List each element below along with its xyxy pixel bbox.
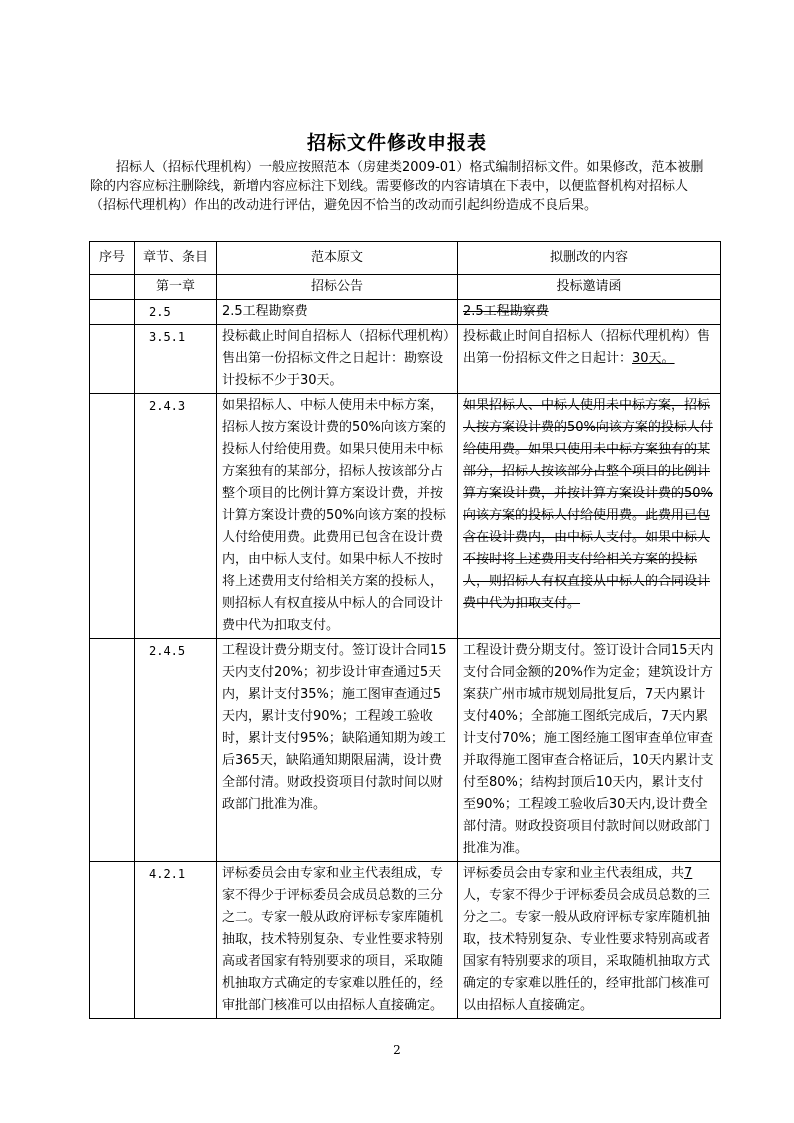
row-seq: [90, 325, 135, 394]
row-section: 第一章: [135, 275, 217, 300]
row-seq: [90, 300, 135, 325]
document-title: 招标文件修改申报表: [306, 132, 487, 154]
row-seq: [90, 862, 135, 1019]
row-revised: 2.5工程勘察费: [458, 300, 721, 325]
row-revised: [458, 862, 721, 1019]
table-row: [90, 300, 721, 325]
revised-inserted-text: 30天。: [632, 351, 675, 366]
table-row: [90, 862, 721, 1019]
revised-inserted-text: 7: [684, 866, 693, 881]
revised-text: 投标截止时间自招标人（招标代理机构）售出第一份招标文件之日起计：: [463, 329, 711, 366]
row-section: 2.5: [135, 300, 217, 325]
table-header-row: [90, 242, 721, 275]
row-revised: 工程设计费分期支付。签订设计合同15天内支付合同金额的20%作为定金；建筑设计方案获广州市城市规划局批复后，7天内累计支付40%；全部施工图纸完成后，7天内累计支付70%；施工图经施工图审查单位审查并取得施工图审查合格证后，10天内累计支付至80%；结构封顶后10天内，累计支付至90%；工程竣工验收后30天内,设计费全部付清。财政投资项目付款时间以财政部门批准为准。: [458, 639, 721, 862]
table-row: [90, 275, 721, 300]
header-seq: 序号: [90, 242, 135, 275]
revised-text: 评标委员会由专家和业主代表组成，共: [463, 866, 685, 881]
row-section: 2.4.3: [135, 394, 217, 639]
row-revised: 投标邀请函: [458, 275, 721, 300]
table-row: [90, 394, 721, 639]
revised-text: 人，专家不得少于评标委员会成员总数的三分之二。专家一般从政府评标专家库随机抽取，技术特别复杂、专业性要求特别高或者国家有特别要求的项目，采取随机抽取方式确定的专家难以胜任的，经审批部门核准可以由招标人直接确定。: [463, 888, 711, 1013]
intro-paragraph: 招标人（招标代理机构）一般应按照范本（房建类2009-01）格式编制招标文件。如果修改，范本被删除的内容应标注删除线，新增内容应标注下划线。需要修改的内容请填在下表中，以便监督机构对招标人（招标代理机构）作出的改动进行评估，避免因不恰当的改动而引起纠纷造成不良后果。: [90, 160, 704, 213]
header-section: 章节、条目: [135, 242, 217, 275]
row-original: 工程设计费分期支付。签订设计合同15天内支付20%；初步设计审查通过5天内，累计支付35%；施工图审查通过5天内，累计支付90%；工程竣工验收时，累计支付95%；缺陷通知期为竣工后365天，缺陷通知期限届满，设计费全部付清。财政投资项目付款时间以财政部门批准为准。: [217, 639, 458, 862]
row-original: 如果招标人、中标人使用未中标方案，招标人按方案设计费的50%向该方案的投标人付给使用费。如果只使用未中标方案独有的某部分，招标人按该部分占整个项目的比例计算方案设计费，并按计算方案设计费的50%向该方案的投标人付给使用费。此费用已包含在设计费内，由中标人支付。如果中标人不按时将上述费用支付给相关方案的投标人，则招标人有权直接从中标人的合同设计费中代为扣取支付。: [217, 394, 458, 639]
row-section: 2.4.5: [135, 639, 217, 862]
revision-table: [89, 241, 721, 1019]
row-section: 3.5.1: [135, 325, 217, 394]
row-revised: 如果招标人、中标人使用未中标方案，招标人按方案设计费的50%向该方案的投标人付给使用费。如果只使用未中标方案独有的某部分，招标人按该部分占整个项目的比例计算方案设计费，并按计算方案设计费的50%向该方案的投标人付给使用费。此费用已包含在设计费内，由中标人支付。如果中标人不按时将上述费用支付给相关方案的投标人，则招标人有权直接从中标人的合同设计费中代为扣取支付。: [458, 394, 721, 639]
row-seq: [90, 275, 135, 300]
row-section: 4.2.1: [135, 862, 217, 1019]
page-number: 2: [393, 1043, 401, 1057]
row-seq: [90, 394, 135, 639]
table-row: [90, 639, 721, 862]
header-revised: 拟删改的内容: [458, 242, 721, 275]
row-original: 2.5工程勘察费: [217, 300, 458, 325]
row-original: 招标公告: [217, 275, 458, 300]
table-row: [90, 325, 721, 394]
row-seq: [90, 639, 135, 862]
header-original: 范本原文: [217, 242, 458, 275]
row-original: 投标截止时间自招标人（招标代理机构）售出第一份招标文件之日起计：勘察设计投标不少于30天。: [217, 325, 458, 394]
row-revised: [458, 325, 721, 394]
row-original: 评标委员会由专家和业主代表组成，专家不得少于评标委员会成员总数的三分之二。专家一般从政府评标专家库随机抽取，技术特别复杂、专业性要求特别高或者国家有特别要求的项目，采取随机抽取方式确定的专家难以胜任的，经审批部门核准可以由招标人直接确定。: [217, 862, 458, 1019]
